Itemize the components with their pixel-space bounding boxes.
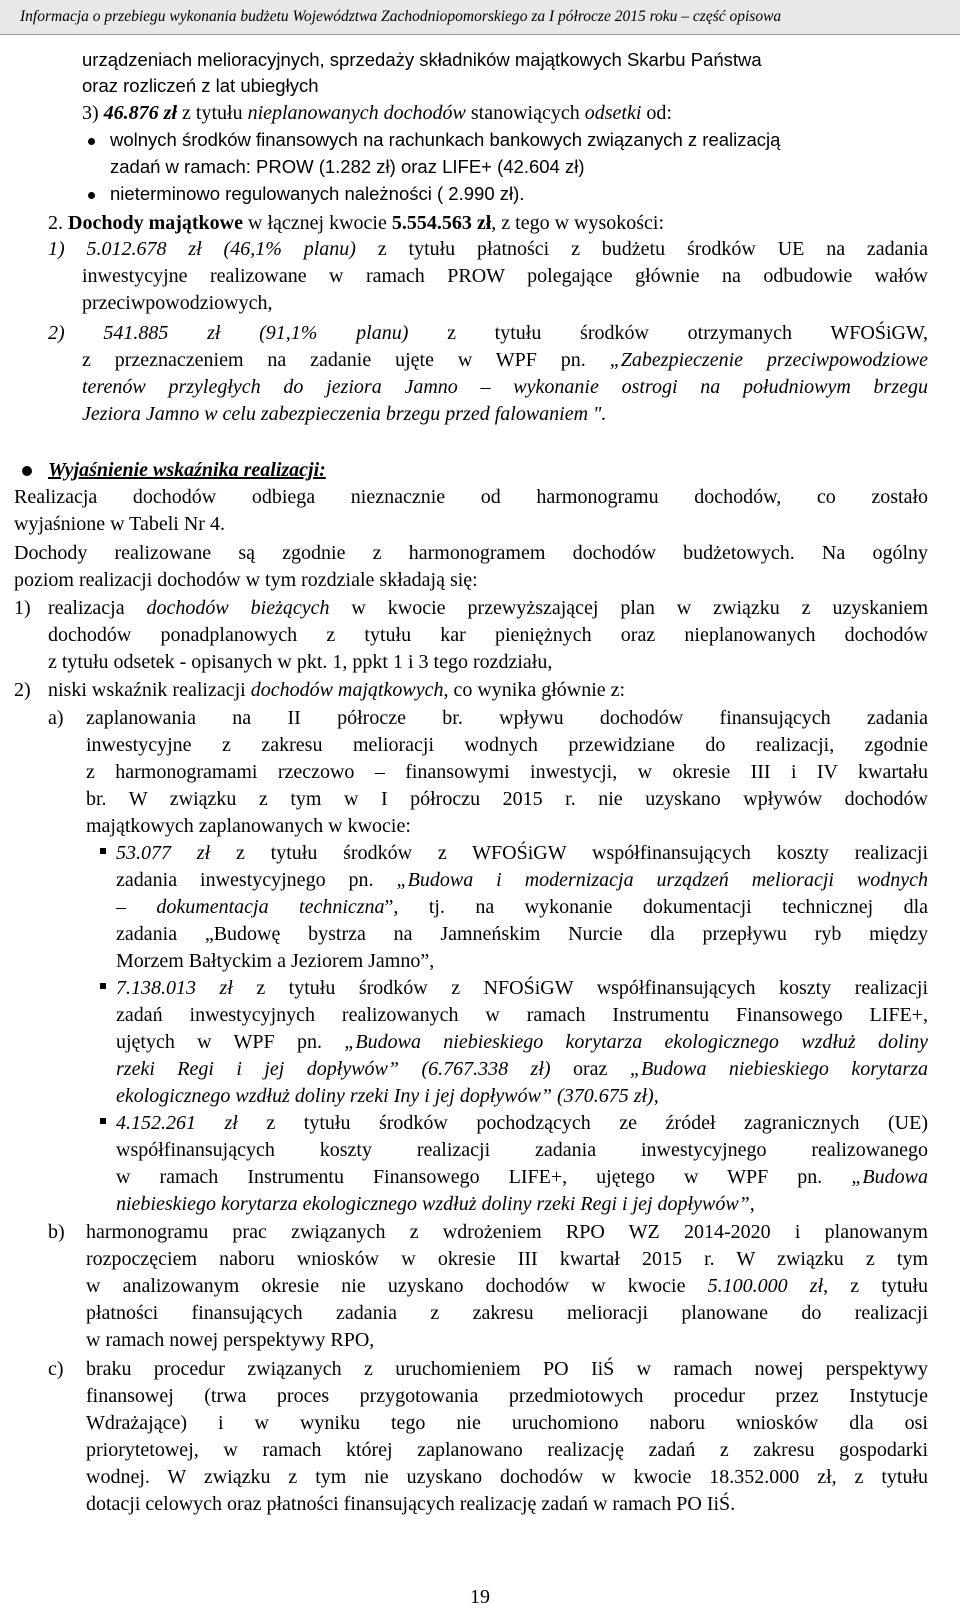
section-title: Dochody majątkowe xyxy=(68,212,243,234)
text: niski wskaźnik realizacji xyxy=(48,679,251,701)
emphasis: nieplanowanych dochodów xyxy=(247,102,466,124)
header-divider xyxy=(0,34,960,35)
text-line xyxy=(48,236,928,262)
text: w analizowanym okresie nie uzyskano dochodów w kwocie xyxy=(86,1275,708,1297)
text: z tytułu środków pochodzących ze źródeł zagranicznych (UE) xyxy=(237,1112,928,1134)
text-line: Wdrażające) i w wyniku tego nie uruchomiono naboru wniosków dla osi xyxy=(86,1412,928,1434)
text-line: dochodów ponadplanowych z tytułu kar pieniężnych oraz nieplanowanych dochodów xyxy=(48,624,928,646)
amount: 7.138.013 zł xyxy=(116,977,233,999)
text-line: zadań w ramach: PROW (1.282 zł) oraz LIFE+ (42.604 zł) xyxy=(110,156,585,177)
text-line xyxy=(116,1110,928,1136)
text-line: Realizacja dochodów odbiega nieznacznie od harmonogramu dochodów, co zostało xyxy=(14,486,928,508)
text-line: z tytułu odsetek - opisanych w pkt. 1, ppkt 1 i 3 tego rozdziału, xyxy=(48,651,553,673)
text-line xyxy=(48,320,928,346)
text-line xyxy=(48,677,625,703)
text-line: przeciwpowodziowych, xyxy=(82,292,273,314)
text-line: terenów przyległych do jeziora Jamno – wykonanie ostrogi na południowym brzegu xyxy=(82,376,928,398)
amount: 53.077 zł xyxy=(116,842,211,864)
text: , z tego w wysokości: xyxy=(491,212,665,234)
section-heading xyxy=(48,210,664,236)
list-number: 3) xyxy=(82,102,99,124)
text-line: Dochody realizowane są zgodnie z harmonogramem dochodów budżetowych. Na ogólny xyxy=(14,542,928,564)
list-item-3 xyxy=(82,100,672,126)
text: , co wynika głównie z: xyxy=(443,679,626,701)
text-line: poziom realizacji dochodów w tym rozdziale składają się: xyxy=(14,569,478,591)
text: , z tytułu xyxy=(823,1275,929,1297)
text: z tytułu środków z NFOŚiGW współfinansujących koszty realizacji xyxy=(232,977,928,999)
list-number: 1) xyxy=(14,597,31,619)
text-line xyxy=(82,347,928,373)
text-line: zadań inwestycyjnych realizowanych w ramach Instrumentu Finansowego LIFE+, xyxy=(116,1004,928,1026)
amount: 5.100.000 zł xyxy=(707,1275,824,1297)
text: ujętych w WPF pn. xyxy=(116,1031,345,1053)
text: zadania inwestycyjnego pn. xyxy=(116,869,397,891)
amount: 5.554.563 zł xyxy=(391,212,492,234)
text-line: majątkowych zaplanowanych w kwocie: xyxy=(86,815,411,837)
text-line: ekologicznego wzdłuż doliny rzeki Iny i jej dopływów” (370.675 zł), xyxy=(116,1085,659,1107)
text-line: wolnych środków finansowych na rachunkach bankowych związanych z realizacją xyxy=(110,129,781,150)
emphasis: odsetki xyxy=(584,102,642,124)
square-bullet-icon xyxy=(100,848,106,854)
text-line xyxy=(116,1029,928,1055)
square-bullet-icon xyxy=(100,983,106,989)
text-line: rozpoczęciem naboru wniosków w okresie III kwartał 2015 r. W związku z tym xyxy=(86,1248,928,1270)
task-name: – dokumentacja techniczna xyxy=(116,896,385,918)
text-line: inwestycyjne z zakresu melioracji wodnych przewidziane do realizacji, zgodnie xyxy=(86,734,928,756)
text: oraz xyxy=(550,1058,630,1080)
text-line xyxy=(48,595,928,621)
amount: 4.152.261 zł xyxy=(116,1112,238,1134)
bullet-icon xyxy=(88,192,95,199)
task-name: „Budowa niebieskiego korytarza ekologicznego wzdłuż doliny xyxy=(344,1031,928,1053)
task-name: „Zabezpieczenie przeciwpowodziowe xyxy=(609,349,928,371)
amount: 46.876 zł xyxy=(103,102,178,124)
text: z tytułu xyxy=(177,102,248,124)
text-line: oraz rozliczeń z lat ubiegłych xyxy=(82,75,319,96)
text-line: br. W związku z tym w I półroczu 2015 r. nie uzyskano wpływów dochodów xyxy=(86,788,928,810)
square-bullet-icon xyxy=(100,1118,106,1124)
text-line xyxy=(116,867,928,893)
explanation-heading: Wyjaśnienie wskaźnika realizacji: xyxy=(48,459,326,481)
amount: 1) 5.012.678 zł (46,1% planu) xyxy=(48,238,356,260)
text-line xyxy=(116,975,928,1001)
text-line: urządzeniach melioracyjnych, sprzedaży składników majątkowych Skarbu Państwa xyxy=(82,49,762,70)
list-label: c) xyxy=(48,1358,64,1380)
page-number: 19 xyxy=(470,1586,490,1608)
text-line: wyjaśnione w Tabeli Nr 4. xyxy=(14,513,225,535)
text-line: dotacji celowych oraz płatności finansujących realizację zadań w ramach PO IiŚ. xyxy=(86,1493,736,1515)
text-line xyxy=(86,1273,928,1299)
text-line xyxy=(116,1164,928,1190)
text-line: nieterminowo regulowanych należności ( 2.990 zł). xyxy=(110,183,525,204)
text-line: płatności finansujących zadania z zakresu melioracji planowane do realizacji xyxy=(86,1302,928,1324)
text-line: w ramach nowej perspektywy RPO, xyxy=(86,1329,375,1351)
text-line: zaplanowania na II półrocze br. wpływu dochodów finansujących zadania xyxy=(86,707,928,729)
text: od: xyxy=(641,102,672,124)
amount: 2) 541.885 zł (91,1% planu) xyxy=(48,322,409,344)
text-line: z harmonogramami rzeczowo – finansowymi inwestycji, w okresie III i IV kwartału xyxy=(86,761,928,783)
text-line: finansowej (trwa proces przygotowania przedmiotowych procedur przez Instytucje xyxy=(86,1385,928,1407)
task-name: „Budowa i modernizacja urządzeń melioracji wodnych xyxy=(396,869,929,891)
text: realizacja xyxy=(48,597,147,619)
text-line xyxy=(116,894,928,920)
text-line xyxy=(116,1056,928,1082)
text-line: Morzem Bałtyckim a Jeziorem Jamno”, xyxy=(116,950,435,972)
text-line: współfinansujących koszty realizacji zadania inwestycyjnego realizowanego xyxy=(116,1139,928,1161)
text: w kwocie przewyższającej plan w związku z uzyskaniem xyxy=(329,597,929,619)
text: z tytułu płatności z budżetu środków UE na zadania xyxy=(355,238,928,260)
task-name: „Budowa xyxy=(851,1166,928,1188)
emphasis: dochodów bieżących xyxy=(146,597,330,619)
task-name: rzeki Regi i jej dopływów” (6.767.338 zł) xyxy=(116,1058,551,1080)
text: ”, tj. na wykonanie dokumentacji technicznej dla xyxy=(384,896,928,918)
text-line: wodnej. W związku z tym nie uzyskano dochodów w kwocie 18.352.000 zł, z tytułu xyxy=(86,1466,928,1488)
text-line: Jeziora Jamno w celu zabezpieczenia brzegu przed falowaniem ". xyxy=(82,403,607,425)
text: w ramach Instrumentu Finansowego LIFE+, ujętego w WPF pn. xyxy=(116,1166,852,1188)
text: z tytułu środków z WFOŚiGW współfinansujących koszty realizacji xyxy=(210,842,928,864)
list-number: 2) xyxy=(14,679,31,701)
text: stanowiących xyxy=(465,102,585,124)
text-line: inwestycyjne realizowane w ramach PROW polegające głównie na odbudowie wałów xyxy=(82,265,928,287)
text-line xyxy=(116,840,928,866)
text: z tytułu środków otrzymanych WFOŚiGW, xyxy=(408,322,928,344)
text: z przeznaczeniem na zadanie ujęte w WPF pn. xyxy=(82,349,610,371)
bullet-icon xyxy=(22,466,32,476)
text: w łącznej kwocie xyxy=(243,212,392,234)
text-line: harmonogramu prac związanych z wdrożeniem RPO WZ 2014-2020 i planowanym xyxy=(86,1221,928,1243)
section-number: 2. xyxy=(48,212,63,234)
list-label: b) xyxy=(48,1221,65,1243)
bullet-icon xyxy=(88,138,95,145)
task-name: „Budowa niebieskiego korytarza xyxy=(629,1058,928,1080)
text-line: priorytetowej, w ramach której zaplanowano realizację zadań z zakresu gospodarki xyxy=(86,1439,928,1461)
text-line: zadania „Budowę bystrza na Jamneńskim Nurcie dla przepływu ryb między xyxy=(116,923,928,945)
list-label: a) xyxy=(48,707,64,729)
text-line: niebieskiego korytarza ekologicznego wzdłuż doliny rzeki Regi i jej dopływów”, xyxy=(116,1193,755,1215)
page-header: Informacja o przebiegu wykonania budżetu Województwa Zachodniopomorskiego za I półrocze 2015 roku – część opisowa xyxy=(0,0,960,34)
text-line: braku procedur związanych z uruchomieniem PO IiŚ w ramach nowej perspektywy xyxy=(86,1358,928,1380)
emphasis: dochodów majątkowych xyxy=(250,679,444,701)
